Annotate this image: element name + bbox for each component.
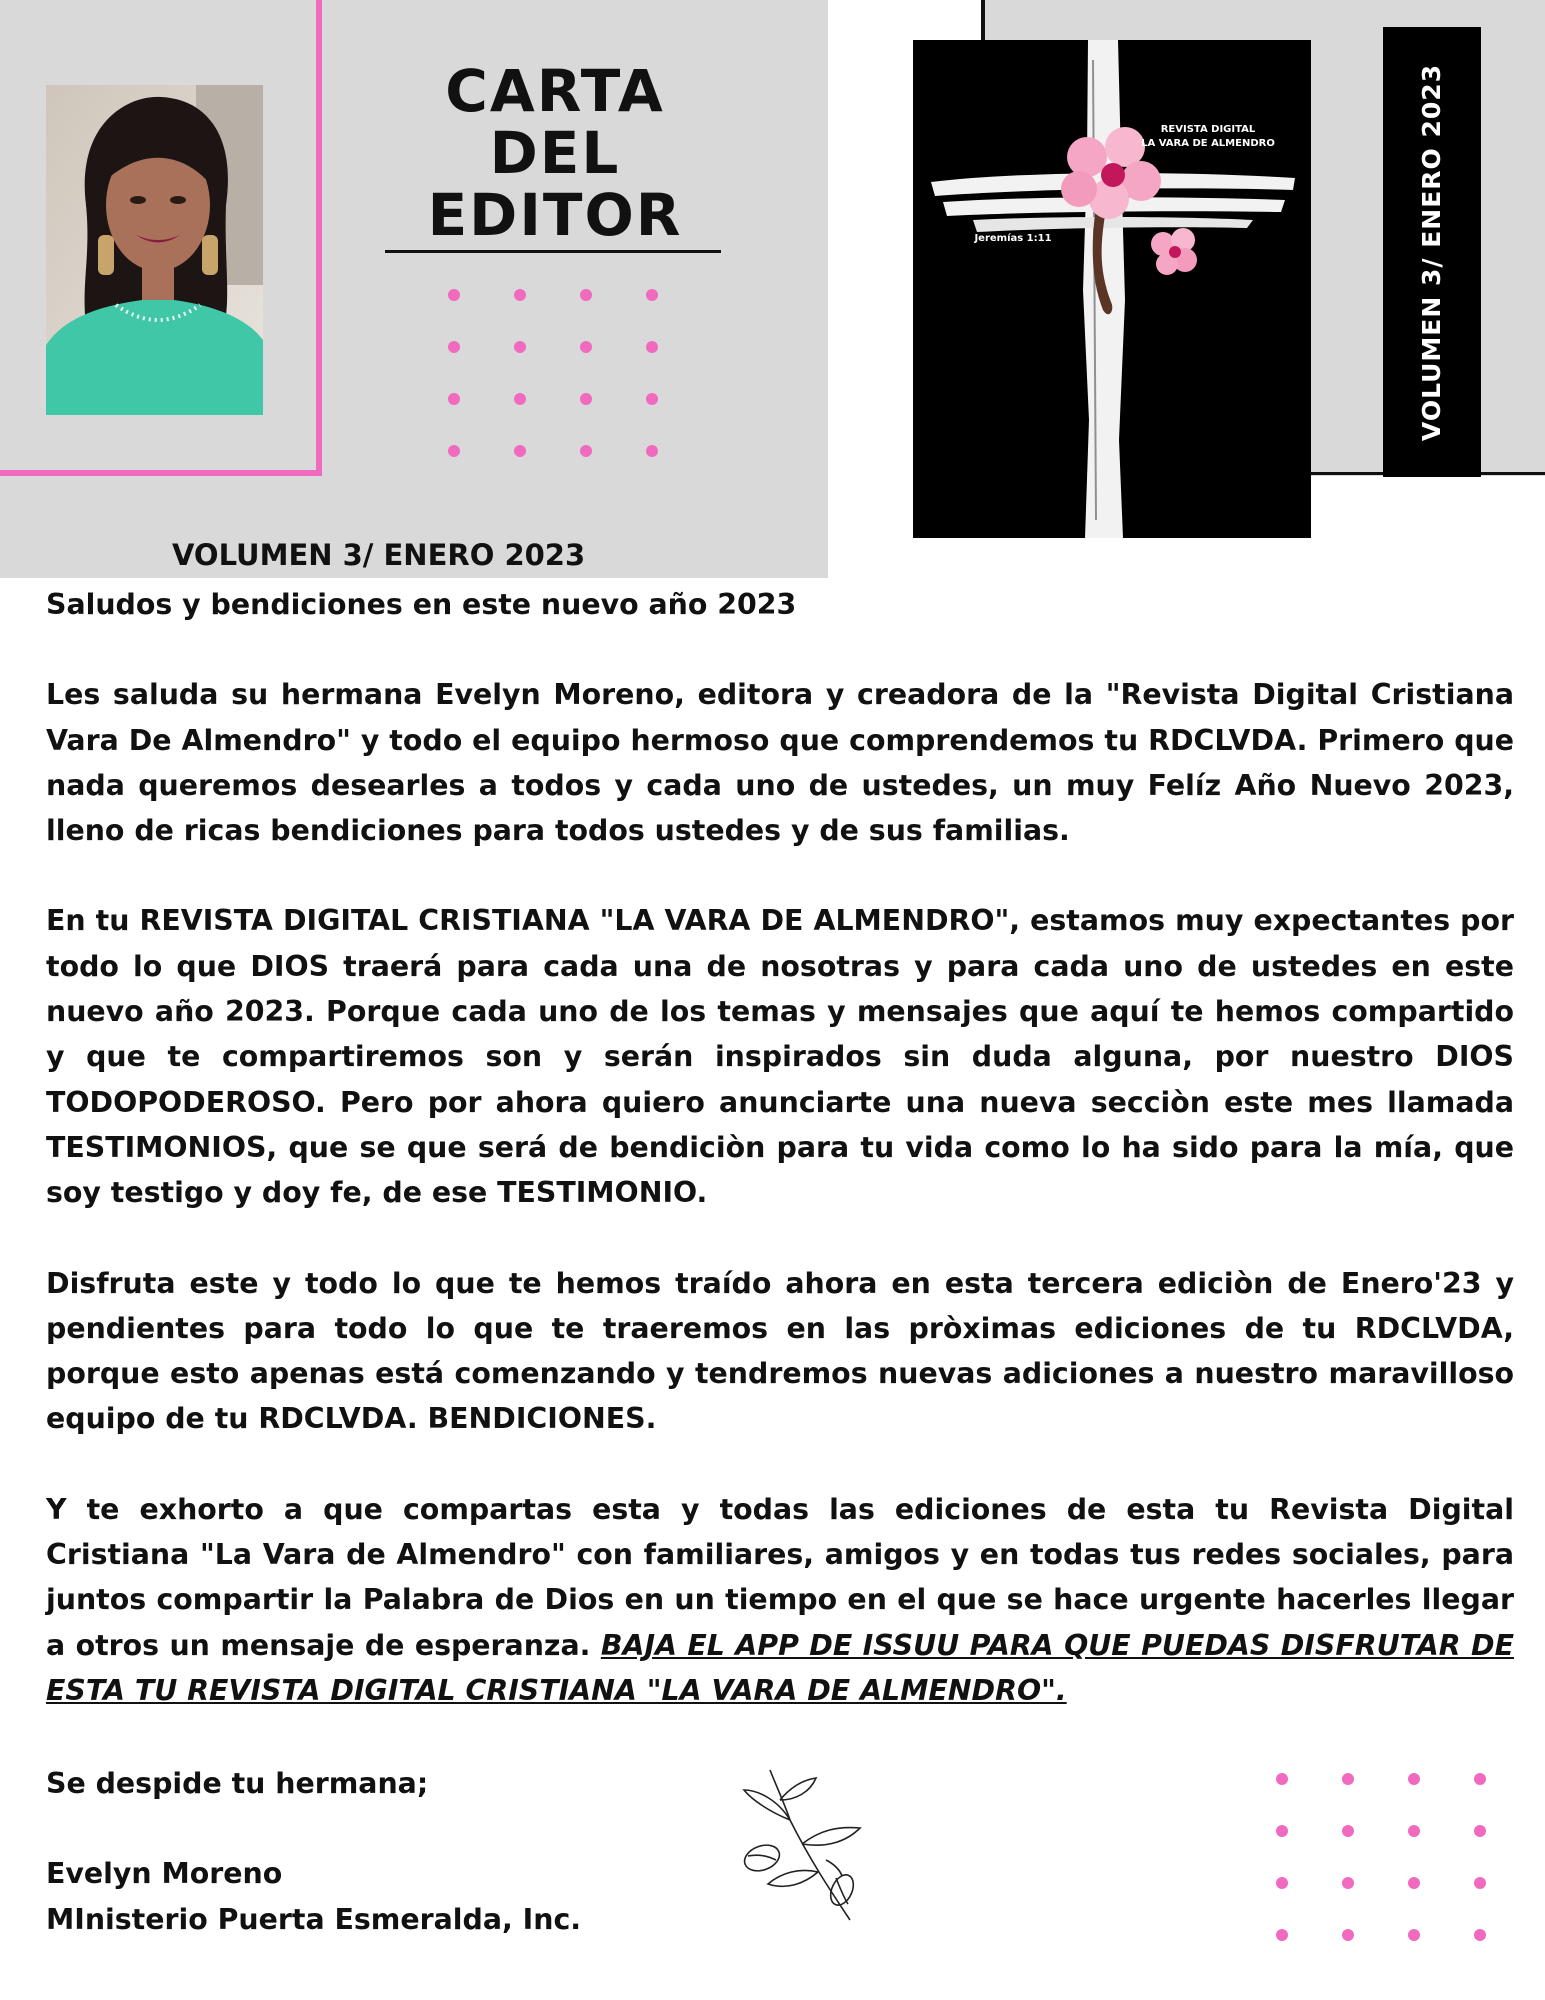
title-line-3: EDITOR — [427, 181, 683, 249]
title-divider — [385, 250, 721, 253]
almond-blossom-cross-icon — [913, 40, 1311, 538]
cover-verse: Jeremías 1:11 — [974, 233, 1052, 244]
cover-title-line2: LA VARA DE ALMENDRO — [1141, 138, 1275, 149]
letter-paragraph-4 — [46, 1487, 1514, 1713]
editor-photo — [46, 85, 263, 415]
volume-label: VOLUMEN 3/ ENERO 2023 — [172, 538, 586, 572]
volume-side-label-wrap — [1383, 27, 1481, 477]
pink-frame-vertical — [316, 0, 322, 476]
letter-greeting: Saludos y bendiciones en este nuevo año 2023 — [46, 588, 797, 621]
volume-side-label: VOLUMEN 3/ ENERO 2023 — [1417, 63, 1447, 441]
title-line-1: CARTA — [445, 57, 665, 125]
page-title — [385, 57, 725, 249]
title-line-2: DEL — [489, 119, 621, 187]
issuu-app-link[interactable]: BAJA EL APP DE ISSUU PARA QUE PUEDAS DISFRUTAR DE ESTA TU REVISTA DIGITAL CRISTIANA "LA VARA DE ALMENDRO". — [46, 1628, 1514, 1707]
letter-paragraph-4-text: Y te exhorto a que compartas esta y todas las ediciones de esta tu Revista Digital Cristiana "La Vara de Almendro" con familiares, amigos y en todas tus redes sociales, para juntos compartir la Palabra de Dios en un tiempo en el que se hace urgente hacerles llegar a otros un mensaje de esperanza. — [46, 1492, 1514, 1662]
closing-line: Se despide tu hermana; — [46, 1767, 429, 1800]
signature-block — [46, 1761, 581, 1942]
letter-body — [46, 582, 1514, 1713]
decor-line-vertical — [981, 0, 985, 40]
letter-paragraph-2: En tu REVISTA DIGITAL CRISTIANA "LA VARA DE ALMENDRO", estamos muy expectantes por todo lo que DIOS traerá para cada una de nosotras y para cada uno de ustedes en este nuevo año 2023. Porque cada uno de los temas y mensajes que aquí te hemos compartido y que te compartiremos son y serán inspirados sin duda alguna, por nuestro DIOS TODOPODEROSO. Pero por ahora quiero anunciarte una nueva secciòn este mes llamada TESTIMONIOS, que se que será de bendiciòn para tu vida como lo ha sido para la mía, que soy testigo y doy fe, de ese TESTIMONIO. — [46, 904, 1514, 1210]
cover-title-line1: REVISTA DIGITAL — [1160, 124, 1256, 135]
pink-dot-grid-top — [448, 289, 662, 459]
signature-org: MInisterio Puerta Esmeralda, Inc. — [46, 1902, 582, 1936]
letter-paragraph-3: Disfruta este y todo lo que te hemos traído ahora en esta tercera ediciòn de Enero'23 y pendientes para todo lo que te traeremos en las pròximas ediciones de tu RDCLVDA, porque esto apenas está comenzando y tendremos nuevas adiciones a nuestro maravilloso equipo de tu RDCLVDA. BENDICIONES. — [46, 1266, 1514, 1436]
almond-branch-sketch-icon — [730, 1760, 880, 1930]
pink-frame-horizontal — [0, 470, 322, 476]
signature-name: Evelyn Moreno — [46, 1857, 283, 1891]
letter-paragraph-1: Les saluda su hermana Evelyn Moreno, editora y creadora de la "Revista Digital Cristiana Vara De Almendro" y todo el equipo hermoso que comprendemos tu RDCLVDA. Primero que nada queremos desearles a todos y cada uno de ustedes, un muy Felíz Año Nuevo 2023, lleno de ricas bendiciones para todos ustedes y de sus familias. — [46, 678, 1514, 848]
magazine-cover — [913, 40, 1311, 538]
pink-dot-grid-bottom — [1276, 1773, 1490, 1943]
